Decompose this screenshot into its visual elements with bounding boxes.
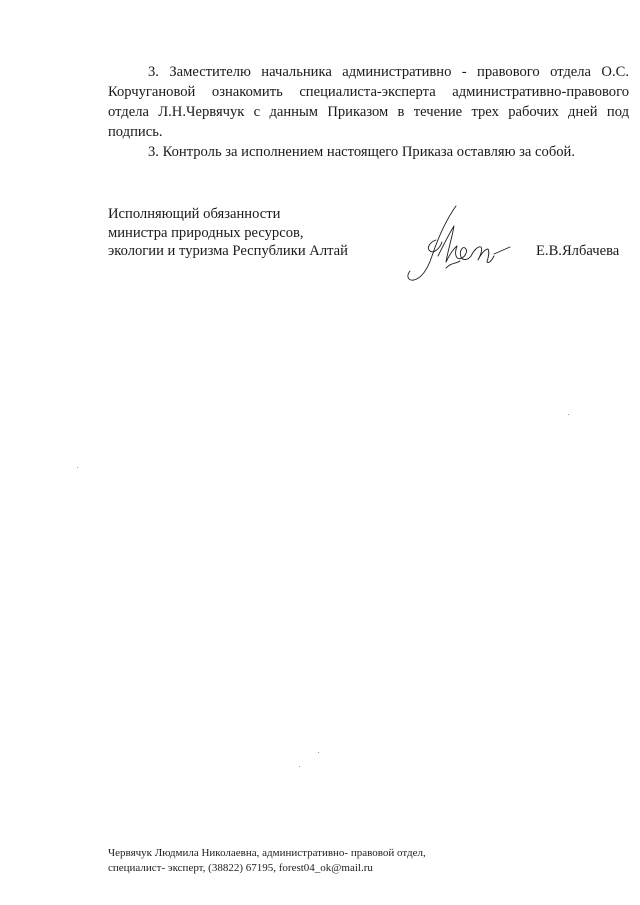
executor-footer bbox=[108, 846, 426, 875]
footer-line: специалист- эксперт, (38822) 67195, forest04_ok@mail.ru bbox=[108, 861, 373, 874]
signatory-position-line: Исполняющий обязанности bbox=[108, 206, 281, 222]
signatory-name: Е.В.Ялбачева bbox=[536, 243, 620, 259]
scan-speck bbox=[299, 766, 300, 767]
paragraph-familiarization: 3. Заместителю начальника административно - правового отдела О.С. Корчугановой ознакомить специалиста-эксперта административно-правового отдела Л.Н.Червячук с данным Приказом в течение трех рабочих дней под подпись. bbox=[108, 64, 629, 140]
signatory-position-line: экологии и туризма Республики Алтай bbox=[108, 243, 348, 259]
signatory-position bbox=[108, 205, 408, 261]
scan-speck bbox=[568, 414, 569, 415]
paragraph-control: 3. Контроль за исполнением настоящего Приказа оставляю за собой. bbox=[148, 144, 576, 160]
scan-speck bbox=[77, 467, 78, 468]
scan-speck bbox=[318, 752, 319, 753]
handwritten-signature bbox=[402, 204, 512, 286]
signatory-position-line: министра природных ресурсов, bbox=[108, 224, 304, 241]
footer-line: Червячук Людмила Николаевна, административно- правовой отдел, bbox=[108, 847, 426, 859]
document-body bbox=[108, 62, 629, 162]
